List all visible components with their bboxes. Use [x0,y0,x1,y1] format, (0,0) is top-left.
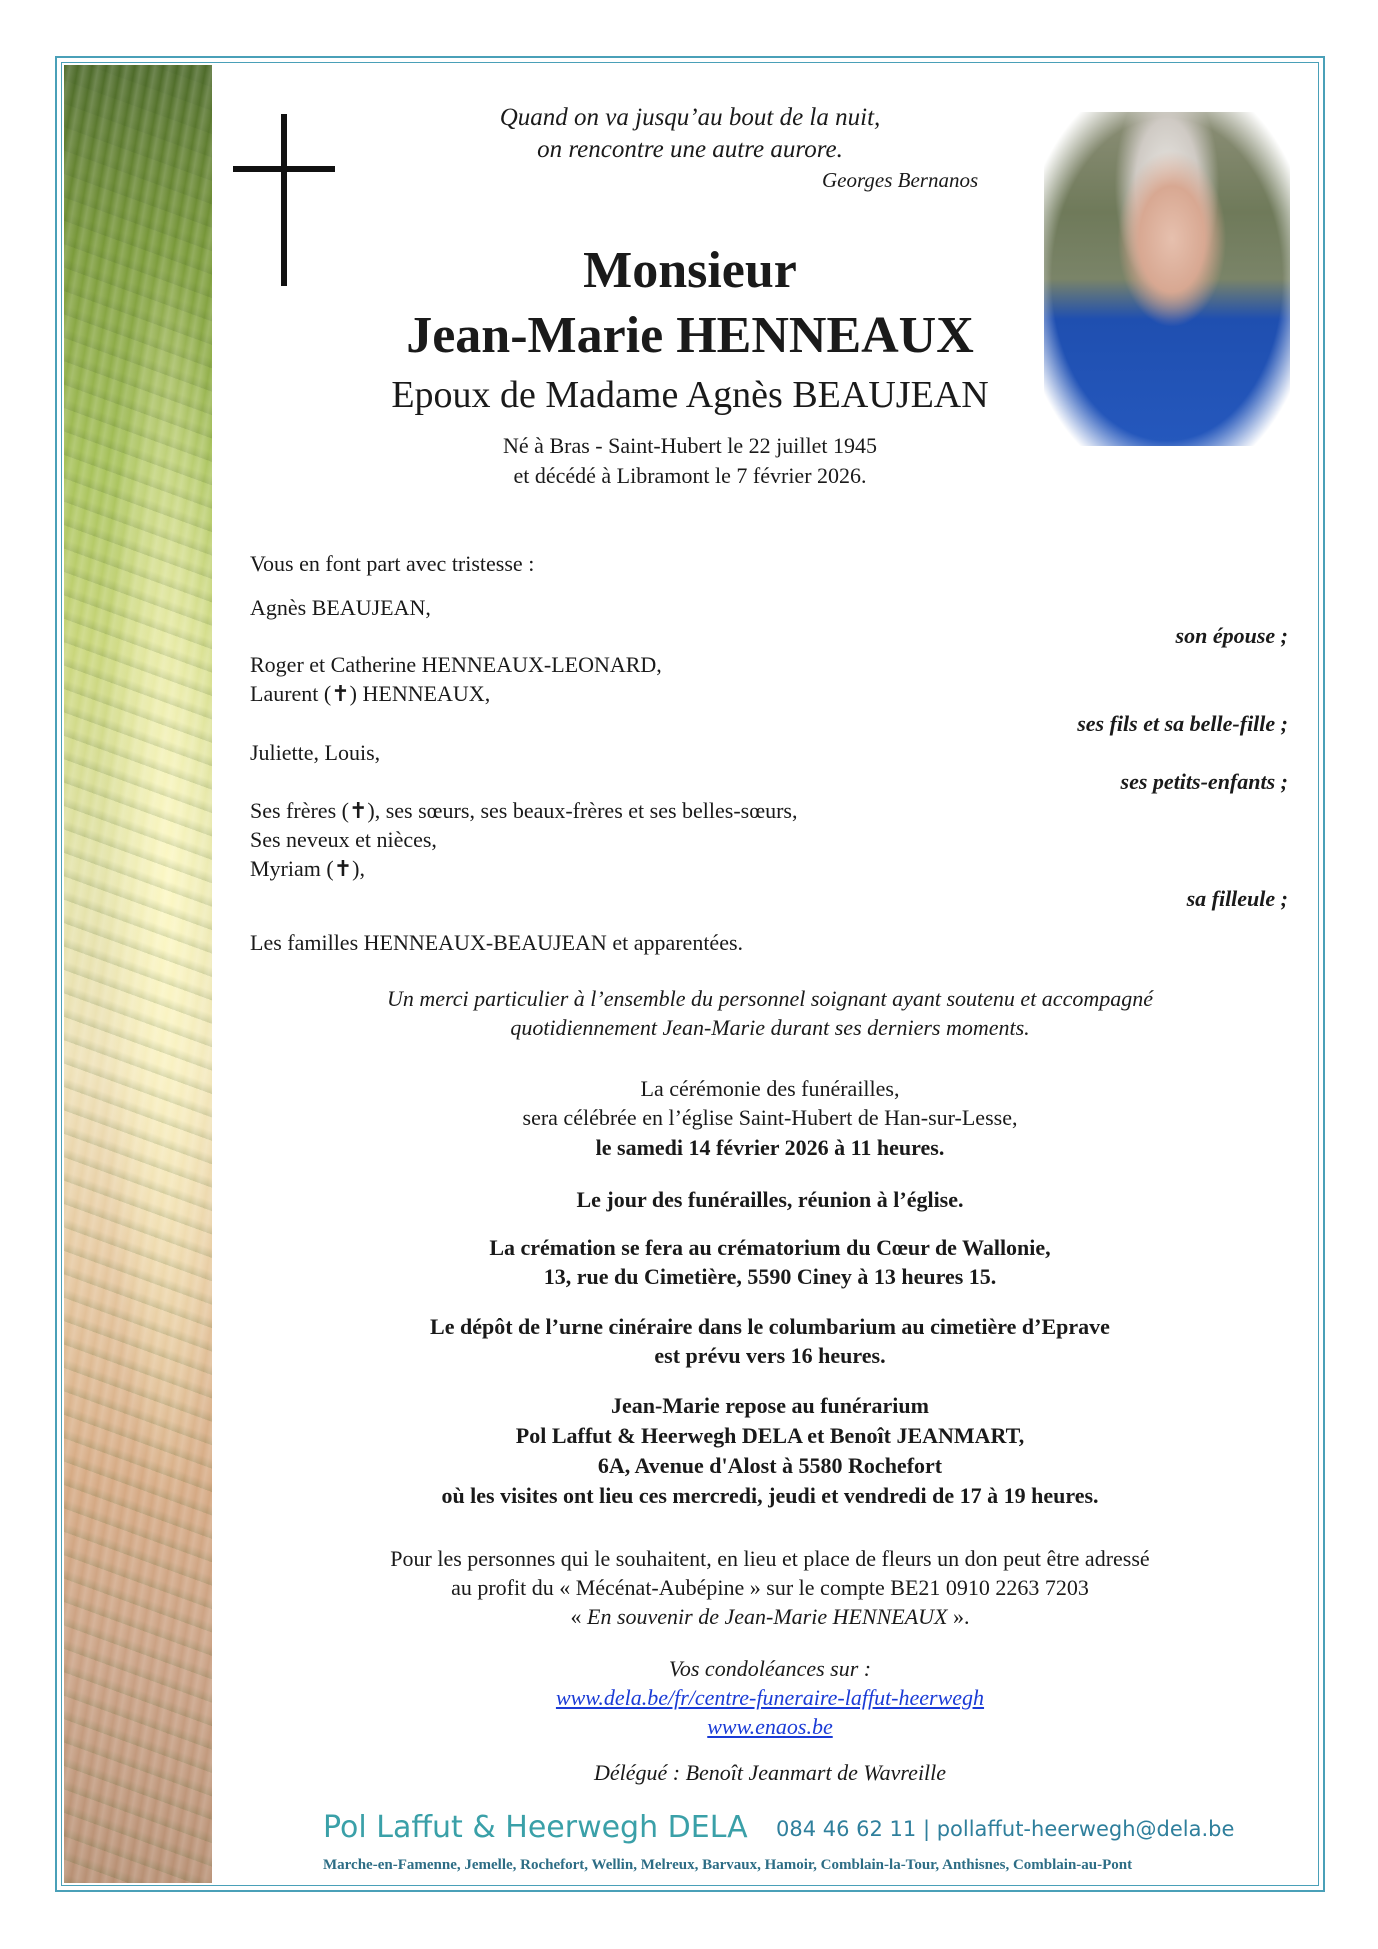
death-line: et décédé à Libramont le 7 février 2026. [513,463,867,488]
funeral-home-contact: 084 46 62 11 | pollaffut-heerwegh@dela.be [776,1817,1235,1841]
thanks-line-1: Un merci particulier à l’ensemble du personnel soignant ayant soutenu et accompagné [387,986,1153,1011]
ceremony-line-1: La cérémonie des funérailles, [640,1076,900,1101]
role-sons: ses fils et sa belle-fille ; [1077,711,1288,736]
enaos-link[interactable]: www.enaos.be [707,1714,833,1739]
birth-line: Né à Bras - Saint-Hubert le 22 juillet 1945 [503,433,877,458]
donation-line-2: au profit du « Mécénat-Aubépine » sur le compte BE21 0910 2263 7203 [451,1575,1089,1600]
dela-link[interactable]: www.dela.be/fr/centre-funeraire-laffut-heerwegh [555,1685,985,1710]
family-sons-2: Laurent (✝) HENNEAUX, [250,681,491,706]
honorific: Monsieur [583,242,797,299]
quote-open: « [570,1604,588,1629]
thanks-line-2: quotidiennement Jean-Marie durant ses derniers moments. [510,1015,1030,1040]
funeral-home-locations: Marche-en-Famenne, Jemelle, Rochefort, Wellin, Melreux, Barvaux, Hamoir, Comblain-la-Tour, Anthisnes, Comblain-au-Pont [323,1857,1133,1873]
role-grandchildren: ses petits-enfants ; [1120,769,1288,794]
donation-dedication: En souvenir de Jean-Marie HENNEAUX [587,1604,948,1629]
family-nephews: Ses neveux et nièces, [250,827,437,852]
funerarium-line-2: Pol Laffut & Heerwegh DELA et Benoît JEANMART, [515,1423,1025,1448]
funerarium-line-1: Jean-Marie repose au funérarium [611,1393,929,1418]
visiting-hours: où les visites ont lieu ces mercredi, jeudi et vendredi de 17 à 19 heures. [441,1483,1099,1508]
deceased-name: Jean-Marie HENNEAUX [406,307,974,364]
family-sons-1: Roger et Catherine HENNEAUX-LEONARD, [250,652,662,677]
forest-path-image [64,65,212,1883]
condolences-link-enaos [220,1712,1320,1741]
donation-line-3 [220,1602,1320,1631]
spouse-line: Epoux de Madame Agnès BEAUJEAN [391,374,989,416]
role-spouse: son épouse ; [1175,623,1288,648]
family-siblings: Ses frères (✝), ses sœurs, ses beaux-frères et ses belles-sœurs, [250,798,798,823]
cross-icon-bar [233,166,335,172]
gathering-line: Le jour des funérailles, réunion à l’église. [576,1187,964,1212]
cremation-line-2: 13, rue du Cimetière, 5590 Ciney à 13 heures 15. [543,1264,997,1289]
condolences-link-dela [220,1683,1320,1712]
family-grandchildren: Juliette, Louis, [250,740,381,765]
family-goddaughter: Myriam (✝), [250,856,365,881]
family-spouse: Agnès BEAUJEAN, [250,595,431,620]
delegate-line: Délégué : Benoît Jeanmart de Wavreille [593,1760,947,1785]
quote-author: Georges Bernanos [822,168,979,192]
urn-line-2: est prévu vers 16 heures. [654,1343,886,1368]
ceremony-line-2: sera célébrée en l’église Saint-Hubert de Han-sur-Lesse, [522,1105,1018,1130]
quote-line-2: on rencontre une autre aurore. [537,136,843,163]
announcement-intro: Vous en font part avec tristesse : [250,551,535,576]
ceremony-date: le samedi 14 février 2026 à 11 heures. [595,1135,945,1160]
cremation-line-1: La crémation se fera au crématorium du Cœur de Wallonie, [489,1235,1051,1260]
quote-line-1: Quand on va jusqu’au bout de la nuit, [499,104,881,131]
quote-close: ». [947,1604,970,1629]
cross-icon [281,114,287,286]
condolences-label: Vos condoléances sur : [668,1656,872,1681]
donation-line-1: Pour les personnes qui le souhaitent, en lieu et place de fleurs un don peut être adressé [390,1546,1150,1571]
funerarium-address: 6A, Avenue d'Alost à 5580 Rochefort [597,1453,943,1478]
role-goddaughter: sa filleule ; [1186,886,1288,911]
urn-line-1: Le dépôt de l’urne cinéraire dans le columbarium au cimetière d’Eprave [430,1314,1110,1339]
funeral-home-logo: Pol Laffut & Heerwegh DELA [323,1810,748,1845]
family-extended: Les familles HENNEAUX-BEAUJEAN et apparentées. [250,930,744,955]
